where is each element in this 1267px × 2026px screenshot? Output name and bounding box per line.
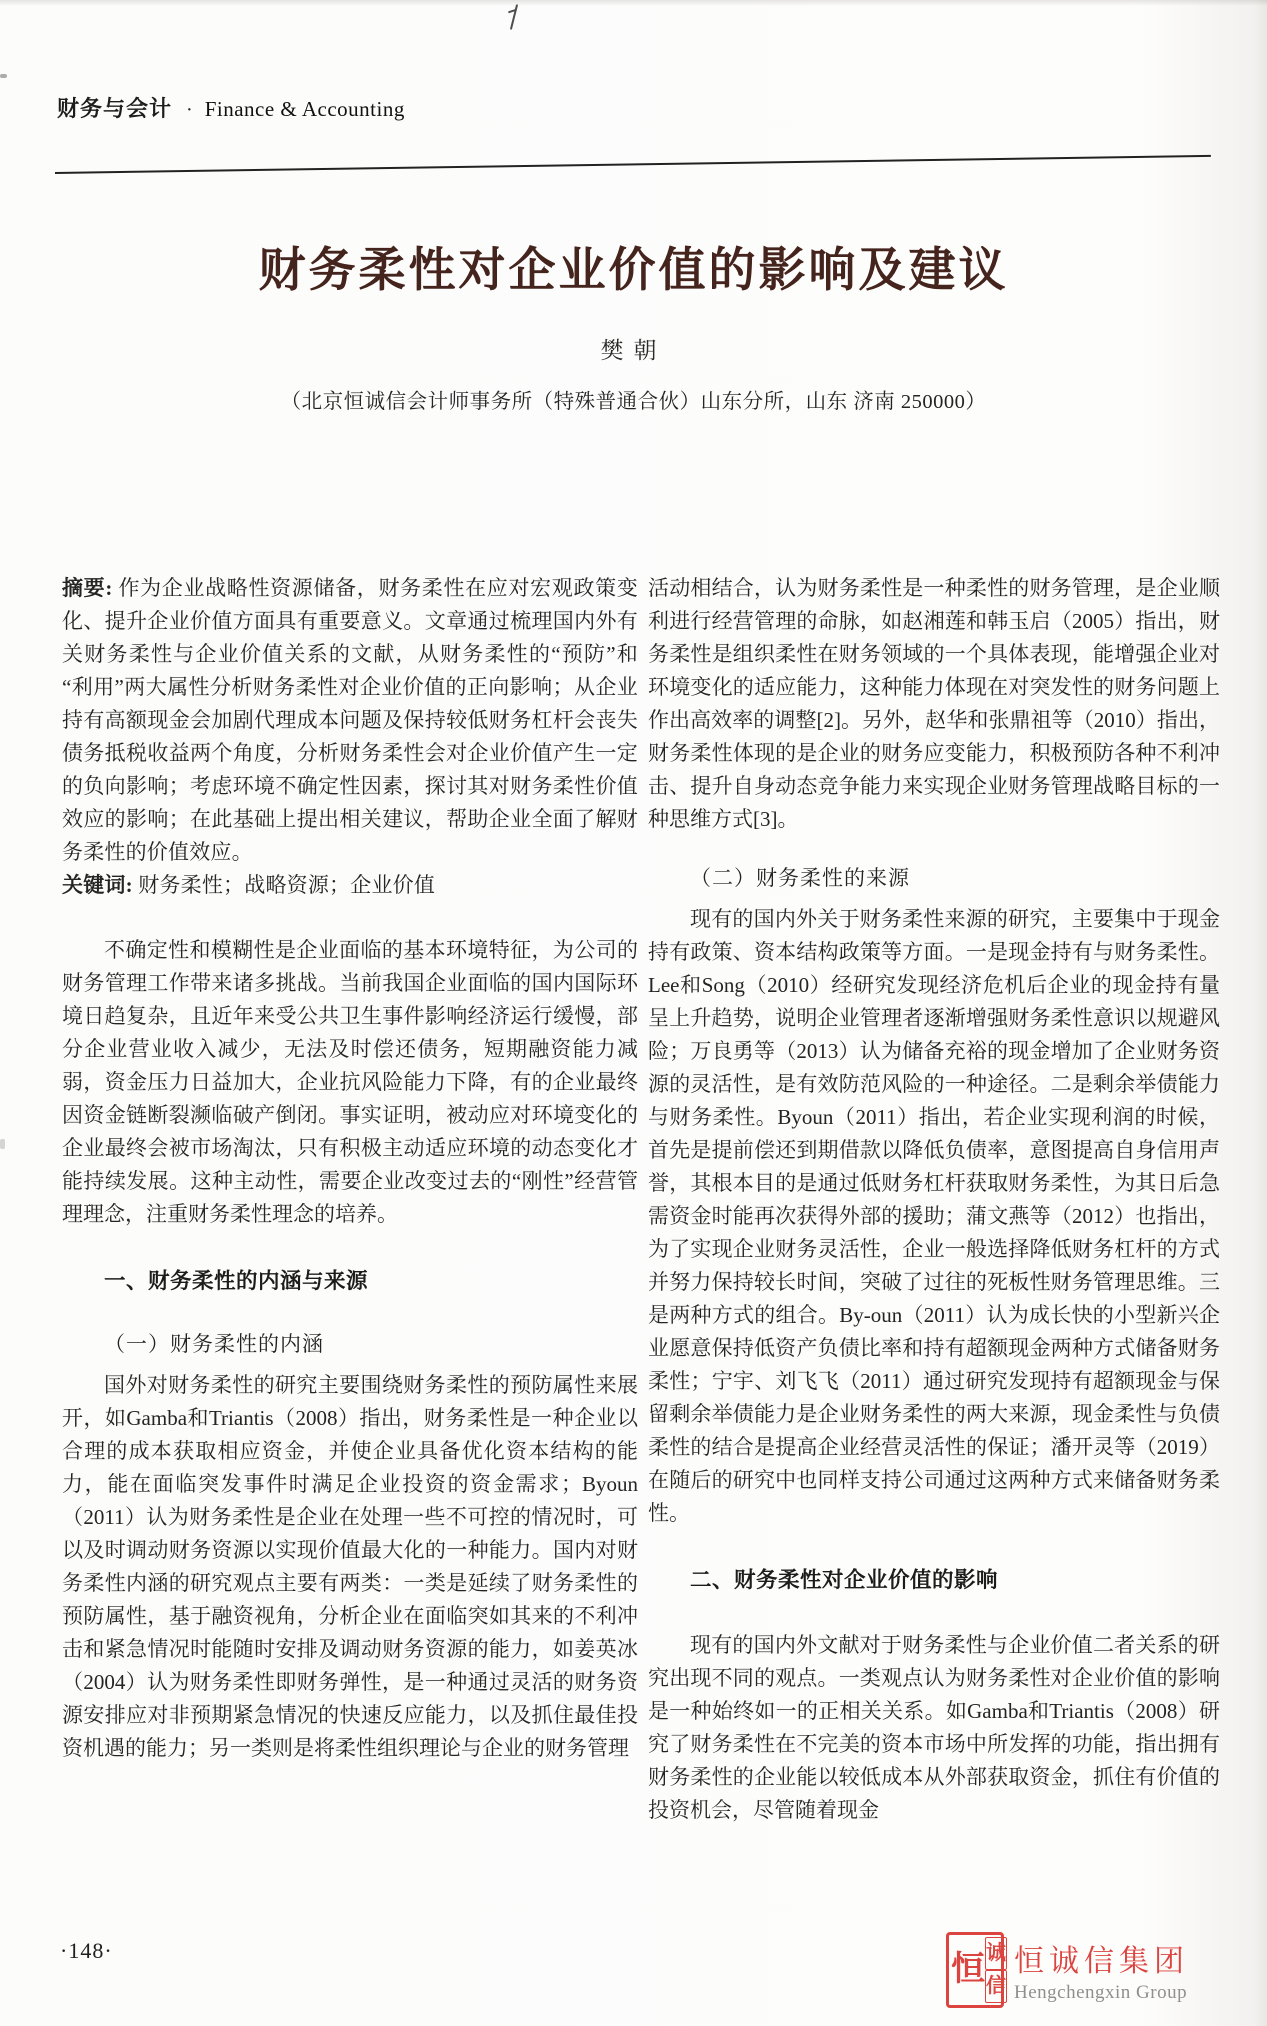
keywords bbox=[62, 869, 638, 902]
logo-text bbox=[1014, 1936, 1189, 2004]
abstract-label: 摘要: bbox=[62, 576, 113, 600]
subsection-heading-1-2: （二）财务柔性的来源 bbox=[690, 866, 910, 890]
paragraph-sources: 现有的国内外关于财务柔性来源的研究，主要集中于现金持有政策、资本结构政策等方面。一是现金持有与财务柔性。Lee和Song（2010）经研究发现经济危机后企业的现金持有量呈上升趋势，说明企业管理者逐渐增强财务柔性意识以规避风险；万良勇等（2013）认为储备充裕的现金增加了企业财务资源的灵活性，是有效防范风险的一种途径。二是剩余举债能力与财务柔性。Byoun（2011）指出，若企业实现利润的时候，首先是提前偿还到期借款以降低负债率，意图提高自身信用声誉，其根本目的是通过低财务杠杆获取财务柔性，为其日后急需资金时能再次获得外部的援助；蒲文燕等（2012）也指出，为了实现企业财务灵活性，企业一般选择降低财务杠杆的方式并努力保持较长时间，突破了过往的死板性财务管理思维。三是两种方式的组合。By-oun（2011）认为成长快的小型新兴企业愿意保持低资产负债比率和持有超额现金两种方式储备财务柔性；宁宇、刘飞飞（2011）通过研究发现持有超额现金与保留剩余举债能力是企业财务柔性的两大来源，现金柔性与负债柔性的结合是提高企业经营灵活性的保证；潘开灵等（2019）在随后的研究中也同样支持公司通过这两种方式来储备财务柔性。 bbox=[648, 907, 1220, 1525]
seal-char-top: 诚 bbox=[985, 1937, 1007, 1970]
scan-speck bbox=[0, 1139, 5, 1149]
left-column bbox=[62, 572, 638, 1765]
keywords-text: 财务柔性；战略资源；企业价值 bbox=[132, 873, 436, 897]
paragraph-value-impact: 现有的国内外文献对于财务柔性与企业价值二者关系的研究出现不同的观点。一类观点认为财务柔性对企业价值的影响是一种始终如一的正相关关系。如Gamba和Triantis（2008）研究了财务柔性在不完美的资本市场中所发挥的功能，指出拥有财务柔性的企业能以较低成本从外部获取资金，抓住有价值的投资机会，尽管随着现金 bbox=[648, 1633, 1220, 1822]
seal-char-main: 恒 bbox=[951, 1951, 985, 1988]
hengchengxin-seal-icon bbox=[946, 1932, 1004, 2008]
article-author: 樊朝 bbox=[600, 338, 667, 363]
page-number: ·148· bbox=[60, 1938, 113, 1963]
subsection-heading-1-1: （一）财务柔性的内涵 bbox=[104, 1332, 324, 1356]
journal-header bbox=[57, 92, 405, 123]
journal-separator: · bbox=[186, 99, 193, 121]
paragraph-introduction: 不确定性和模糊性是企业面临的基本环境特征，为公司的财务管理工作带来诸多挑战。当前我国企业面临的国内国际环境日趋复杂，且近年来受公共卫生事件影响经济运行缓慢，部分企业营业收入减少，无法及时偿还债务，短期融资能力减弱，资金压力日益加大，企业抗风险能力下降，有的企业最终因资金链断裂濒临破产倒闭。事实证明，被动应对环境变化的企业最终会被市场淘汰，只有积极主动适应环境的动态变化才能持续发展。这种主动性，需要企业改变过去的“刚性”经营管理理念，注重财务柔性理念的培养。 bbox=[62, 938, 638, 1226]
seal-char-bottom: 信 bbox=[985, 1970, 1007, 2003]
abstract bbox=[62, 572, 638, 869]
paragraph-connotation-continued: 活动相结合，认为财务柔性是一种柔性的财务管理，是企业顺利进行经营管理的命脉，如赵湘莲和韩玉启（2005）指出，财务柔性是组织柔性在财务领域的一个具体表现，能增强企业对环境变化的适应能力，这种能力体现在对突发性的财务问题上作出高效率的调整[2]。另外，赵华和张鼎祖等（2010）指出，财务柔性体现的是企业的财务应变能力，积极预防各种不利冲击、提升自身动态竞争能力来实现企业财务管理战略目标的一种思维方式[3]。 bbox=[648, 576, 1220, 831]
abstract-text: 作为企业战略性资源储备，财务柔性在应对宏观政策变化、提升企业价值方面具有重要意义。文章通过梳理国内外有关财务柔性与企业价值关系的文献，从财务柔性的“预防”和“利用”两大属性分析财务柔性对企业价值的正向影响；从企业持有高额现金会加剧代理成本问题及保持较低财务杠杆会丧失债务抵税收益两个角度，分析财务柔性会对企业价值产生一定的负向影响；考虑环境不确定性因素，探讨其对财务柔性价值效应的影响；在此基础上提出相关建议，帮助企业全面了解财务柔性的价值效应。 bbox=[62, 576, 639, 864]
keywords-label: 关键词: bbox=[62, 873, 133, 897]
seal-side-chars bbox=[985, 1937, 1007, 2003]
logo-name-cn: 恒诚信集团 bbox=[1014, 1945, 1189, 1978]
section-heading-1: 一、财务柔性的内涵与来源 bbox=[104, 1269, 369, 1293]
article-title: 财务柔性对企业价值的影响及建议 bbox=[258, 245, 1009, 297]
header-rule bbox=[55, 155, 1211, 174]
article-affiliation: （北京恒诚信会计师事务所（特殊普通合伙）山东分所，山东 济南 250000） bbox=[280, 391, 987, 413]
paragraph-connotation: 国外对财务柔性的研究主要围绕财务柔性的预防属性来展开，如Gamba和Triantis（2008）指出，财务柔性是一种企业以合理的成本获取相应资金，并使企业具备优化资本结构的能力，能在面临突发事件时满足企业投资的资金需求；Byoun（2011）认为财务柔性是企业在处理一些不可控的情况时，可以及时调动财务资源以实现价值最大化的一种能力。国内对财务柔性内涵的研究观点主要有两类：一类是延续了财务柔性的预防属性，基于融资视角，分析企业在面临突如其来的不利冲击和紧急情况时能随时安排及调动财务资源的能力，如姜英冰（2004）认为财务柔性即财务弹性，是一种通过灵活的财务资源安排应对非预期紧急情况的快速反应能力，以及抓住最佳投资机遇的能力；另一类则是将柔性组织理论与企业的财务管理 bbox=[62, 1373, 638, 1760]
logo-name-en: Hengchengxin Group bbox=[1014, 1982, 1188, 2003]
pen-mark bbox=[506, 4, 520, 34]
publisher-logo bbox=[946, 1932, 1189, 2008]
journal-name-en: Finance & Accounting bbox=[204, 97, 405, 121]
right-column bbox=[648, 572, 1220, 1827]
section-heading-2: 二、财务柔性对企业价值的影响 bbox=[690, 1568, 999, 1592]
journal-name-cn: 财务与会计 bbox=[57, 96, 173, 121]
scan-speck bbox=[0, 74, 7, 78]
scan-edge-shadow bbox=[0, 0, 1267, 6]
